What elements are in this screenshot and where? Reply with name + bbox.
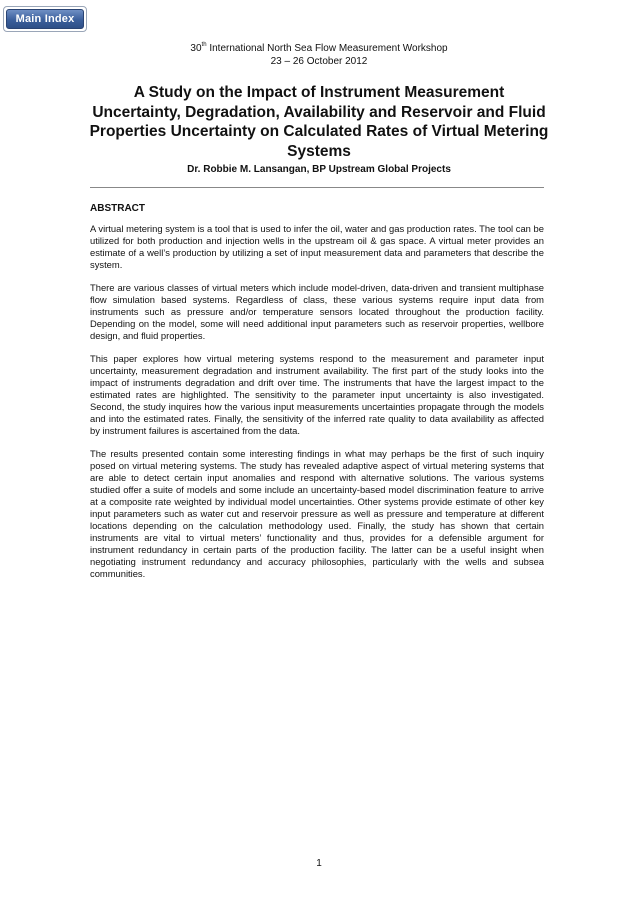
paper-author: Dr. Robbie M. Lansangan, BP Upstream Global Projects (187, 164, 451, 175)
paper-title: A Study on the Impact of Instrument Measurement Uncertainty, Degradation, Availability and Reservoir and Fluid Properties Uncertainty on Calculated Rates of Virtual Metering Systems (89, 84, 549, 160)
abstract-paragraph: The results presented contain some interesting findings in what may perhaps be the first of such inquiry posed on virtual metering systems. The study has revealed adaptive aspect of virtual metering systems that are able to detect certain input anomalies and respond with alternative solutions. The various systems studied offer a suite of models and some include an uncertainty-based model discrimination feature to arrive at a composite rate weighted by individual model uncertainties. Other systems provide estimate of other key input parameters such as water cut and reservoir pressure as well as pressure and temperature at different locations depending on the calculation methodology used. Finally, the study has shown that certain instruments are vital to virtual meters’ functionality and thus, provides for a defensible argument for instrument redundancy in certain parts of the production facility. The latter can be a useful insight when negotiating instrument redundancy and accuracy philosophies, particularly with the wells and subsea communities. (90, 448, 544, 579)
workshop-number: 30 (190, 43, 202, 54)
abstract-paragraph: A virtual metering system is a tool that is used to infer the oil, water and gas production rates. The tool can be utilized for both production and injection wells in the upstream oil & gas space. A virtual meter provides an estimate of a well’s production by utilizing a set of input measurement data and parameters that describe the system. (90, 223, 544, 270)
workshop-ordinal: th (201, 42, 207, 48)
page-number: 1 (316, 858, 322, 869)
abstract-paragraph: This paper explores how virtual metering systems respond to the measurement and parameter input uncertainty, measurement degradation and instrument availability. The first part of the study looks into the impact of instruments degradation and drift over time. The instruments that have the largest impact to the estimated rates are highlighted. The sensitivity to the parameter input uncertainty is also investigated. Second, the study inquires how the various input measurements uncertainties propagate through the models and into the estimated rates. Finally, the sensitivity of the inferred rate quality to data availability as affected by instrument failures is ascertained from the data. (90, 353, 544, 436)
workshop-header (0, 39, 638, 68)
main-index-label: Main Index (6, 9, 84, 29)
workshop-dates: 23 – 26 October 2012 (270, 56, 368, 67)
abstract-body (90, 223, 544, 591)
workshop-name: International North Sea Flow Measurement Workshop (206, 43, 448, 54)
header-divider (90, 187, 544, 188)
abstract-heading: ABSTRACT (90, 203, 145, 214)
abstract-paragraph: There are various classes of virtual meters which include model-driven, data-driven and transient multiphase flow simulation based systems. Regardless of class, these various systems require input data from instruments such as pressure and/or temperature sensors located throughout the production facility. Depending on the model, some will need additional input parameters such as reservoir properties, wellbore design, and fluid properties. (90, 282, 544, 341)
workshop-title (0, 39, 638, 55)
main-index-button[interactable] (3, 6, 87, 32)
